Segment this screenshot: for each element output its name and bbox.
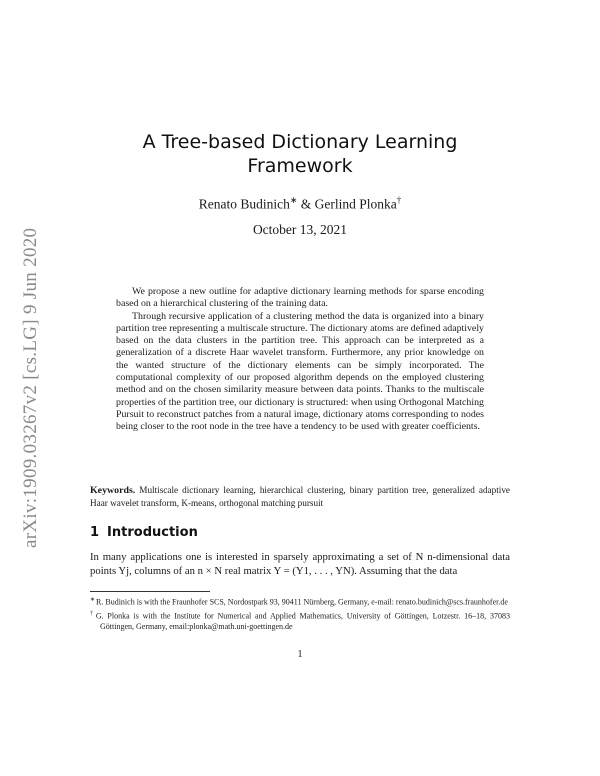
authors <box>90 195 510 213</box>
author-1-mark: ∗ <box>289 195 298 205</box>
keywords <box>90 484 510 510</box>
paper-title <box>90 130 510 178</box>
keywords-text: Multiscale dictionary learning, hierarchical clustering, binary partition tree, generalized adaptive Haar wavelet transform, K-means, orthogonal matching pursuit <box>90 485 510 509</box>
footnote-1-text: R. Budinich is with the Fraunhofer SCS, Nordostpark 93, 90411 Nürnberg, Germany, e-mail: renato.budinich@scs.fraunhofer.de <box>96 597 508 607</box>
author-2-mark: † <box>396 195 402 205</box>
footnote-2-text: G. Plonka is with the Institute for Numerical and Applied Mathematics, University of Göttingen, Lotzestr. 16–18, 37083 Göttingen, Germany, email:plonka@math.uni-goettingen.de <box>95 611 511 631</box>
footnote-2 <box>90 609 510 632</box>
section-title: Introduction <box>107 525 198 540</box>
abstract-paragraph-2: Through recursive application of a clustering method the data is organized into a binary partition tree representing a multiscale structure. The dictionary atoms are defined adaptively based on the data clusters in the partition tree. This approach can be interpreted as a generalization of a discrete Haar wavelet transform. Furthermore, any prior knowledge on the wanted structure of the dictionary elements can be simply incorporated. The computational complexity of our proposed algorithm depends on the employed clustering method and on the chosen similarity measure between data points. Thanks to the multiscale properties of the partition tree, our dictionary is structured: when using Orthogonal Matching Pursuit to reconstruct patches from a natural image, dictionary atoms corresponding to nodes being closer to the root node in the tree have a tendency to be used with greater coefficients. <box>116 310 484 433</box>
author-separator: & <box>297 196 315 212</box>
footnote-1 <box>90 595 510 608</box>
section-number: 1 <box>90 525 100 540</box>
footnote-rule <box>90 591 210 592</box>
intro-paragraph: In many applications one is interested in sparsely approximating a set of N n-dimensional data points Yj, columns of an n × N real matrix Y = (Y1, . . . , YN). Assuming that the data <box>90 551 510 577</box>
footnote-2-mark: † <box>90 610 95 617</box>
arxiv-stamp: arXiv:1909.03267v2 [cs.LG] 9 Jun 2020 <box>20 227 41 548</box>
title-line-2: Framework <box>247 155 353 177</box>
author-1: Renato Budinich <box>198 196 290 212</box>
footnotes <box>90 595 510 633</box>
title-line-1: A Tree-based Dictionary Learning <box>142 131 458 153</box>
abstract-paragraph-1: We propose a new outline for adaptive dictionary learning methods for sparse encoding based on a hierarchical clustering of the training data. <box>116 286 484 310</box>
author-2: Gerlind Plonka <box>314 196 397 212</box>
abstract <box>116 286 484 434</box>
section-heading <box>90 525 198 540</box>
keywords-label: Keywords. <box>90 485 136 496</box>
page-number: 1 <box>297 649 303 660</box>
paper-date: October 13, 2021 <box>252 222 348 237</box>
footnote-1-mark: ∗ <box>90 597 96 603</box>
